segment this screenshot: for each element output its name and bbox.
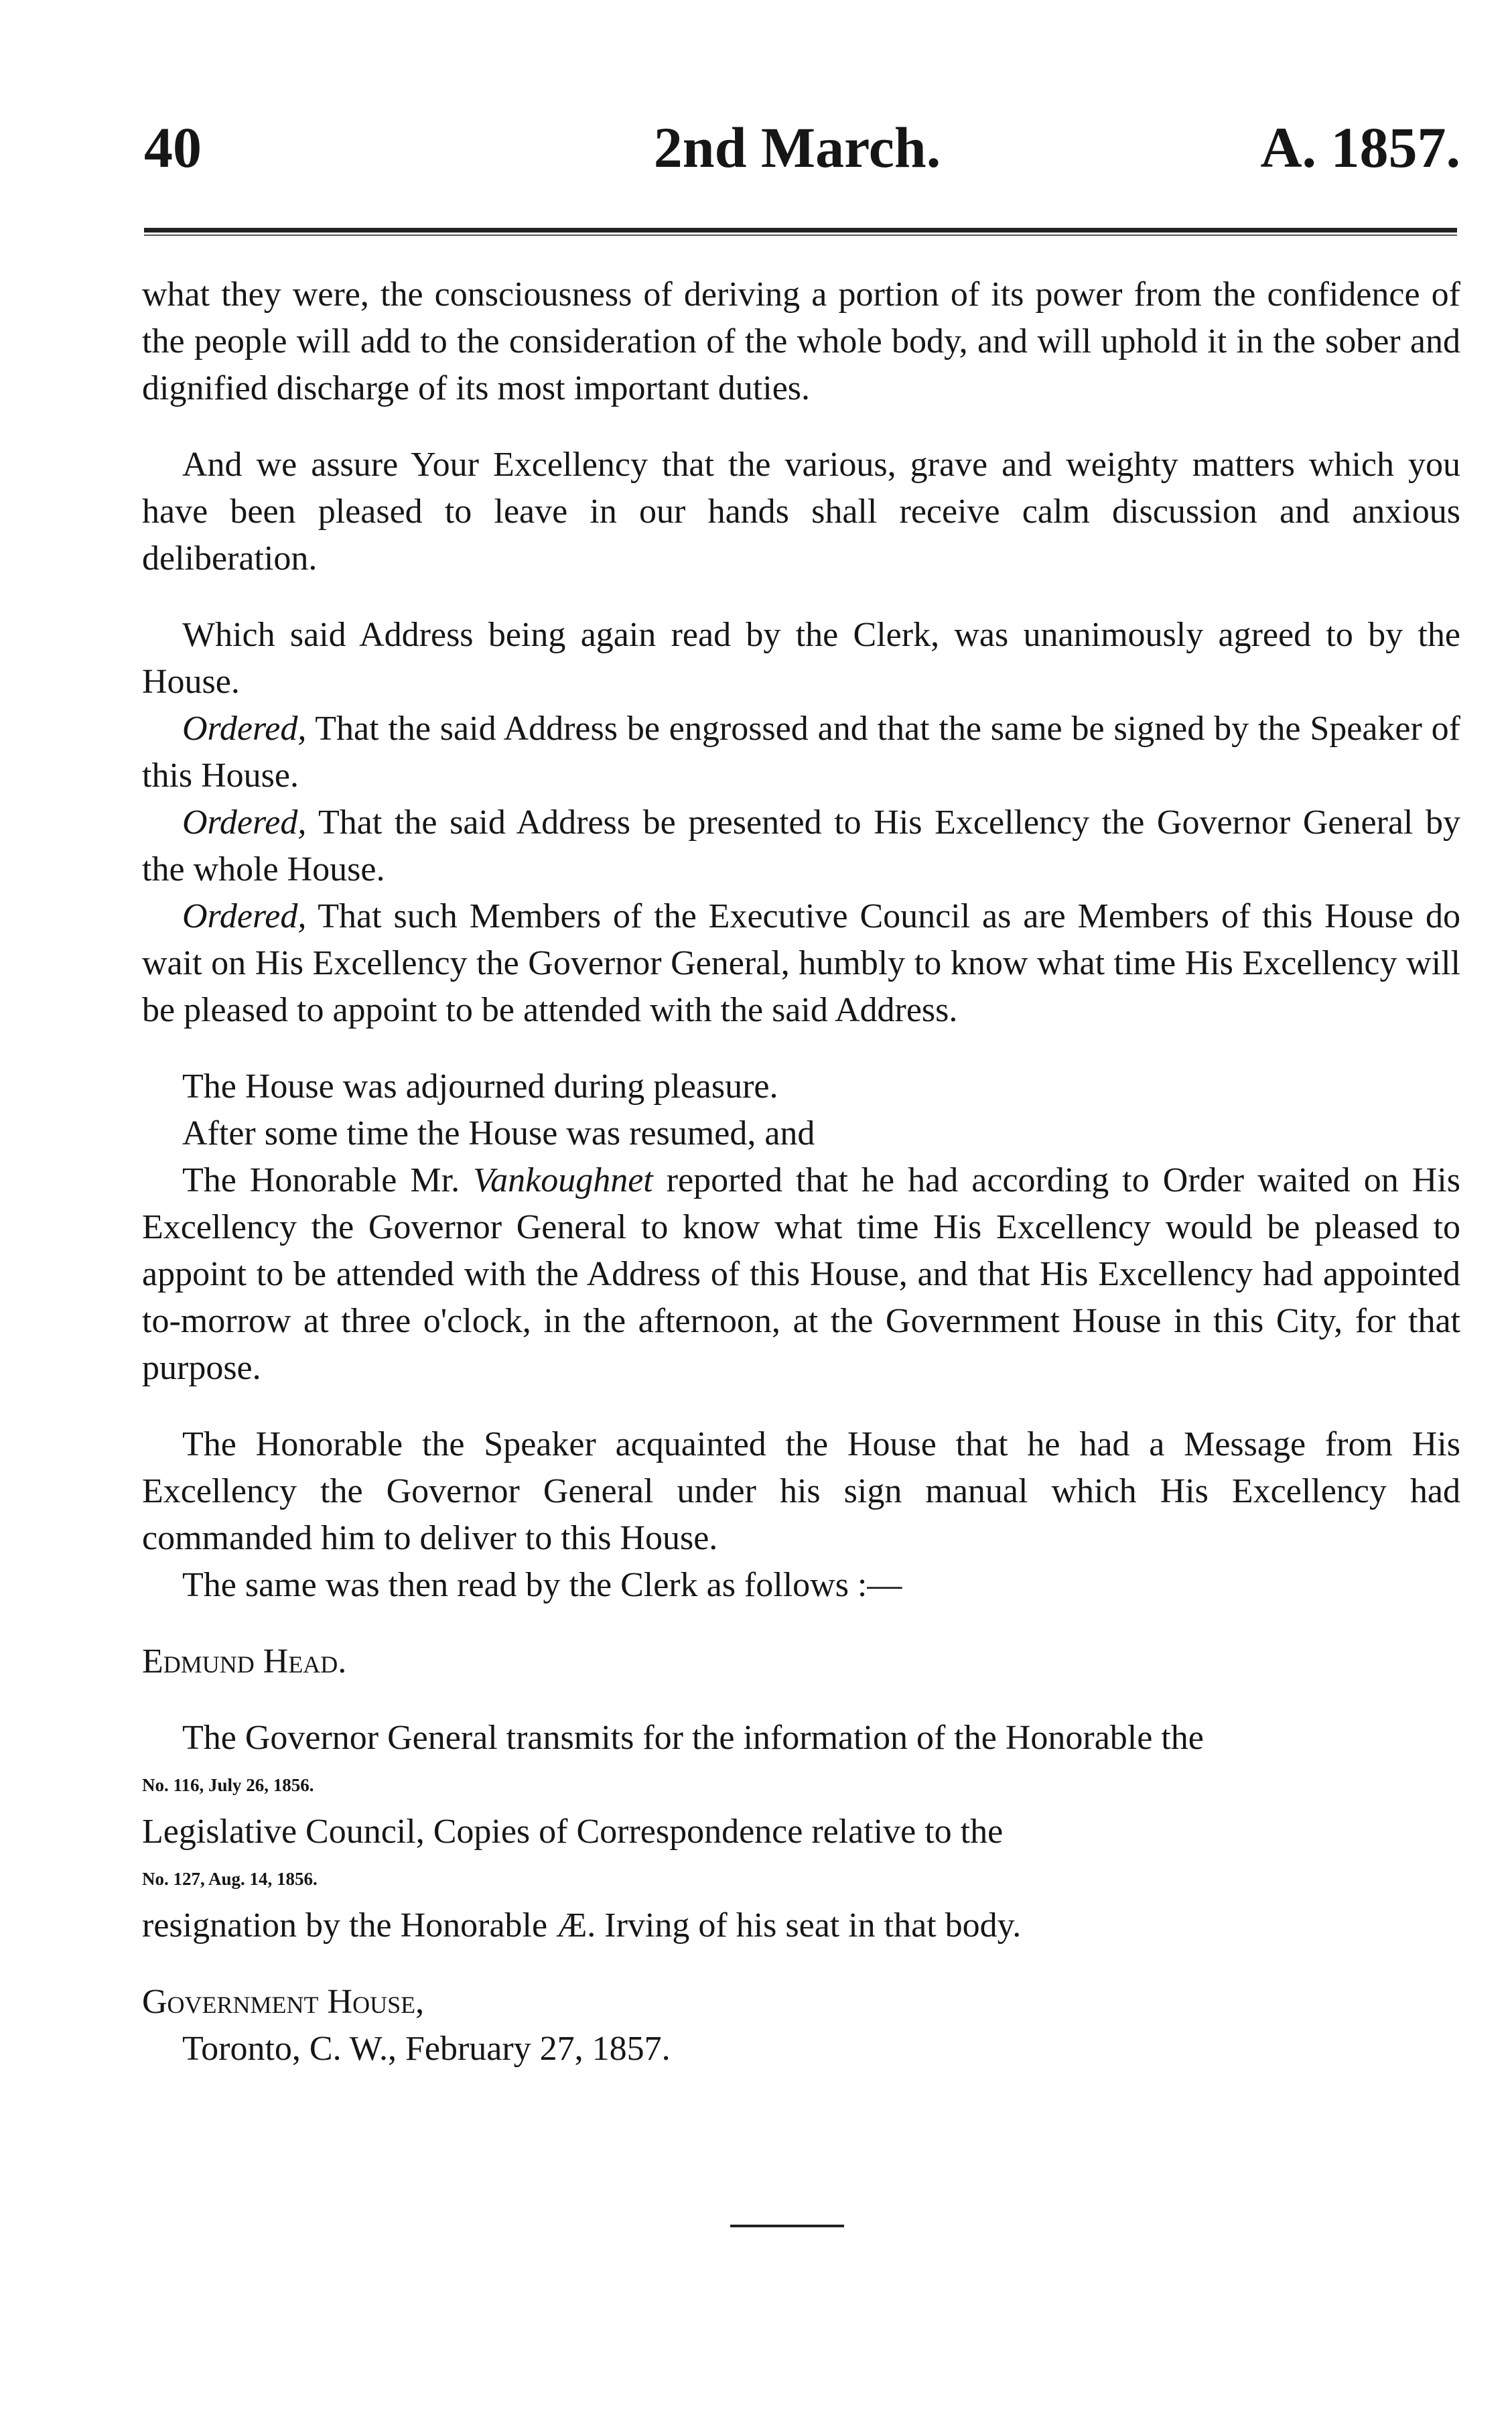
paragraph-order-members: [142, 893, 1460, 1034]
paragraph-speaker-message: The Honorable the Speaker acquainted the House that he had a Message from His Excellency the Governor General under his sign manual which His Excellency had commanded him to deliver to this House.: [142, 1425, 1460, 1557]
order-text: That the said Address be engrossed and that the same be signed by the Speaker of this House.: [142, 710, 1460, 795]
paragraph-read-clerk: The same was then read by the Clerk as follows :—: [182, 1566, 902, 1604]
paragraph-resumed: After some time the House was resumed, and: [182, 1114, 815, 1153]
ordered-label: Ordered,: [182, 897, 307, 935]
paragraph-adjourned: The House was adjourned during pleasure.: [182, 1067, 778, 1106]
margin-note-1: No. 116, July 26, 1856.: [142, 1775, 314, 1795]
paragraph-order-engrossed: [142, 706, 1460, 799]
report-text-a: The Honorable Mr.: [182, 1161, 474, 1199]
page-number: 40: [144, 115, 202, 180]
order-text: That such Members of the Executive Council as are Members of this House do wait on His Excellency the Governor General, humbly to know what time His Excellency will be pleased to appoint to be attended with the said Address.: [142, 897, 1460, 1029]
ordered-label: Ordered,: [182, 710, 307, 748]
header-rule-thin: [144, 235, 1457, 236]
page-header: [134, 107, 1460, 188]
report-text-b: reported that he had according to Order waited on His Excellency the Governor General to know what time His Excellency would be pleased to appoint to be attended with the Address of this House, and that His Excellency had appointed to-morrow at three o'clock, in the afternoon, at the Government House in this City, for that purpose.: [142, 1161, 1460, 1387]
message-place: Government House,: [142, 1983, 425, 2021]
paragraph-assurance: And we assure Your Excellency that the various, grave and weighty matters which you have been pleased to leave in our hands shall receive calm discussion and anxious deliberation.: [142, 446, 1460, 578]
paragraph-order-presented: [142, 799, 1460, 893]
header-date: 2nd March.: [653, 115, 941, 180]
member-name: Vankoughnet: [473, 1161, 653, 1199]
paragraph-address-continued: what they were, the consciousness of deriving a portion of its power from the confidence of the people will add to the consideration of the whole body, and will uphold it in the sober and dignified discharge of its most important duties.: [142, 275, 1460, 407]
message-dateline: Toronto, C. W., February 27, 1857.: [182, 2030, 671, 2068]
order-text: That the said Address be presented to His Excellency the Governor General by the whole House.: [142, 803, 1460, 889]
message-line-3-text: resignation by the Honorable Æ. Irving of his seat in that body.: [142, 1906, 1022, 1945]
message-line-2: [142, 1762, 1460, 1855]
message-line-2-text: Legislative Council, Copies of Correspondence relative to the: [142, 1813, 1004, 1851]
message-line-3: [142, 1855, 1460, 1949]
paragraph-agreed: Which said Address being again read by the Clerk, was unanimously agreed to by the House.: [142, 616, 1460, 701]
margin-note-2: No. 127, Aug. 14, 1856.: [142, 1869, 318, 1889]
governor-message: [142, 1715, 1460, 1949]
page-body: [142, 271, 1460, 2073]
paragraph-report: [142, 1157, 1460, 1392]
ordered-label: Ordered,: [182, 803, 307, 842]
message-line-1: The Governor General transmits for the information of the Honorable the: [182, 1719, 1204, 1757]
header-year: A. 1857.: [1260, 115, 1460, 180]
header-rule: [144, 228, 1457, 233]
message-signature: Edmund Head.: [142, 1642, 347, 1681]
closing-rule: [730, 2225, 844, 2227]
